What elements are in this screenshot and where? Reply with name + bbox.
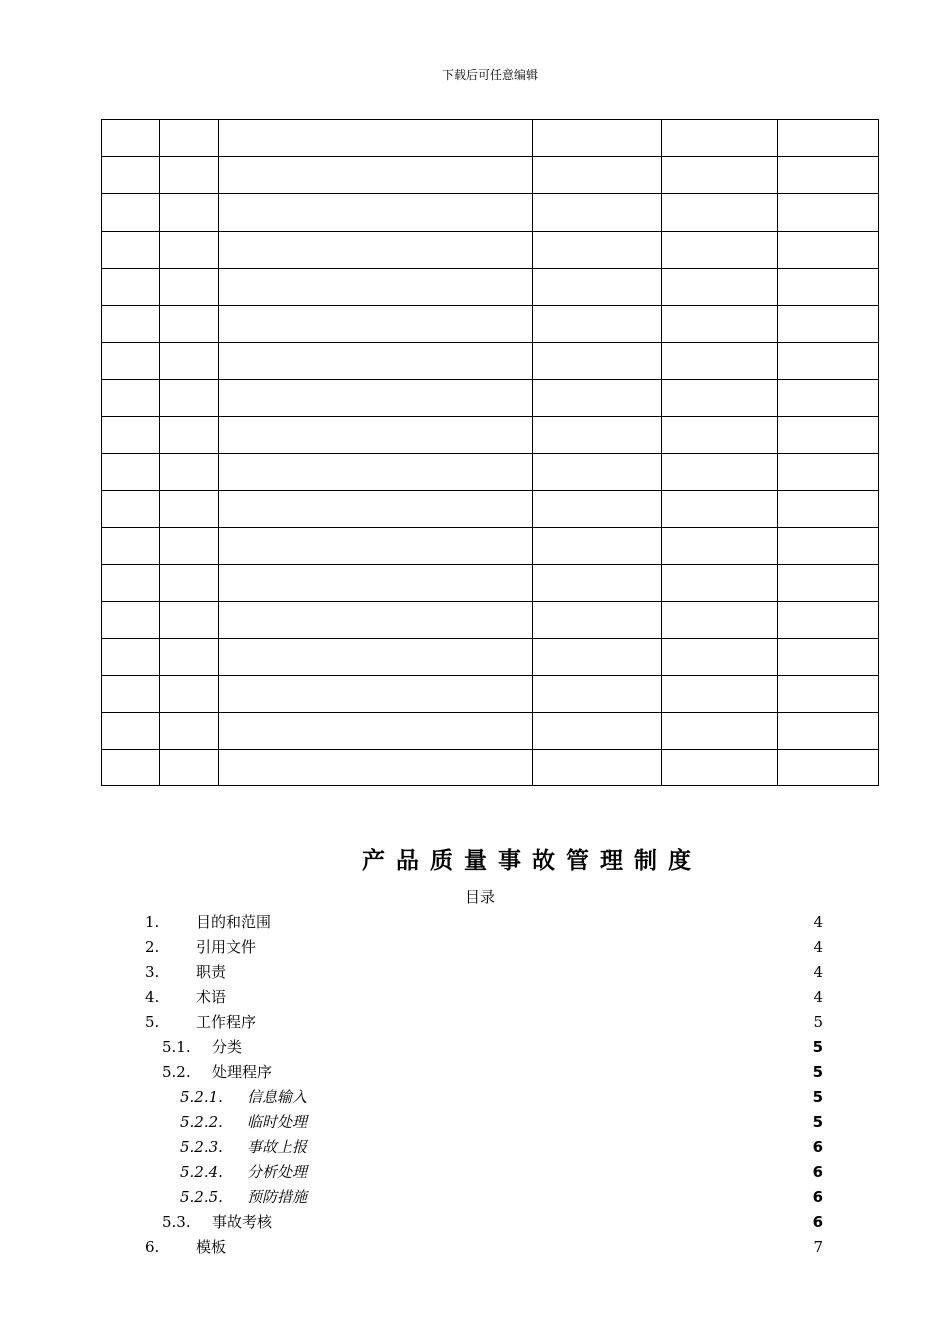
toc-number: 5.1. bbox=[162, 1038, 191, 1056]
table-row bbox=[102, 343, 879, 380]
toc-label: 处理程序 bbox=[212, 1063, 273, 1081]
toc-entry[interactable] bbox=[0, 1235, 950, 1259]
table-cell bbox=[662, 454, 778, 491]
table-cell bbox=[102, 306, 160, 343]
table-cell bbox=[102, 639, 160, 676]
table-cell bbox=[160, 157, 219, 194]
table-cell bbox=[219, 639, 533, 676]
table-cell bbox=[778, 417, 879, 454]
toc-number: 6. bbox=[145, 1238, 160, 1256]
toc-entry[interactable] bbox=[0, 1160, 950, 1184]
table-cell bbox=[160, 120, 219, 157]
table-cell bbox=[219, 750, 533, 786]
table-row bbox=[102, 232, 879, 269]
table-cell bbox=[662, 713, 778, 750]
toc-number: 5.2.2. bbox=[180, 1113, 223, 1131]
table-cell bbox=[778, 157, 879, 194]
table-cell bbox=[160, 528, 219, 565]
table-cell bbox=[102, 232, 160, 269]
table-cell bbox=[778, 306, 879, 343]
blank-revision-table bbox=[101, 119, 879, 786]
table-cell bbox=[102, 528, 160, 565]
toc-label: 事故上报 bbox=[247, 1138, 308, 1156]
toc-entry[interactable] bbox=[0, 985, 950, 1009]
toc-number: 3. bbox=[145, 963, 160, 981]
table-cell bbox=[662, 380, 778, 417]
table-row bbox=[102, 565, 879, 602]
table-cell bbox=[160, 602, 219, 639]
toc-entry[interactable] bbox=[0, 935, 950, 959]
toc-number: 2. bbox=[145, 938, 160, 956]
table-cell bbox=[102, 491, 160, 528]
table-cell bbox=[102, 194, 160, 232]
table-cell bbox=[533, 565, 662, 602]
toc-entry[interactable] bbox=[0, 1110, 950, 1134]
toc-page: 6 bbox=[812, 1213, 823, 1231]
toc-page: 5 bbox=[812, 1038, 823, 1056]
table-cell bbox=[160, 750, 219, 786]
table-cell bbox=[533, 380, 662, 417]
table-row bbox=[102, 417, 879, 454]
table-row bbox=[102, 157, 879, 194]
table-cell bbox=[102, 602, 160, 639]
table-cell bbox=[160, 380, 219, 417]
toc-entry[interactable] bbox=[0, 1085, 950, 1109]
table-cell bbox=[533, 269, 662, 306]
table-cell bbox=[102, 343, 160, 380]
table-cell bbox=[160, 565, 219, 602]
table-cell bbox=[662, 343, 778, 380]
table-cell bbox=[778, 120, 879, 157]
table-cell bbox=[533, 306, 662, 343]
table-cell bbox=[778, 602, 879, 639]
table-cell bbox=[533, 602, 662, 639]
toc-number: 5.3. bbox=[162, 1213, 191, 1231]
table-cell bbox=[219, 120, 533, 157]
table-cell bbox=[160, 417, 219, 454]
toc-number: 5.2.1. bbox=[180, 1088, 223, 1106]
toc-entry[interactable] bbox=[0, 960, 950, 984]
table-cell bbox=[160, 232, 219, 269]
table-row bbox=[102, 194, 879, 232]
table-cell bbox=[219, 528, 533, 565]
toc-number: 5.2.5. bbox=[180, 1188, 223, 1206]
toc-heading: 目录 bbox=[464, 888, 495, 906]
table-cell bbox=[533, 491, 662, 528]
table-cell bbox=[533, 454, 662, 491]
table-row bbox=[102, 120, 879, 157]
table-cell bbox=[219, 565, 533, 602]
table-cell bbox=[778, 491, 879, 528]
table-cell bbox=[778, 380, 879, 417]
toc-label: 职责 bbox=[196, 963, 227, 981]
table-cell bbox=[662, 306, 778, 343]
table-cell bbox=[219, 306, 533, 343]
table-cell bbox=[778, 194, 879, 232]
table-cell bbox=[778, 454, 879, 491]
table-cell bbox=[533, 750, 662, 786]
toc-page: 6 bbox=[812, 1188, 823, 1206]
table-row bbox=[102, 639, 879, 676]
table-cell bbox=[160, 639, 219, 676]
toc-label: 工作程序 bbox=[196, 1013, 257, 1031]
table-cell bbox=[533, 417, 662, 454]
table-row bbox=[102, 528, 879, 565]
table-cell bbox=[662, 269, 778, 306]
table-cell bbox=[160, 194, 219, 232]
table-cell bbox=[102, 454, 160, 491]
toc-page: 6 bbox=[812, 1138, 823, 1156]
toc-number: 5.2. bbox=[162, 1063, 191, 1081]
table-cell bbox=[778, 343, 879, 380]
table-cell bbox=[160, 713, 219, 750]
table-cell bbox=[533, 713, 662, 750]
toc-page: 4 bbox=[813, 938, 823, 956]
table-cell bbox=[102, 380, 160, 417]
table-row bbox=[102, 491, 879, 528]
table-cell bbox=[102, 417, 160, 454]
table-cell bbox=[219, 602, 533, 639]
table-cell bbox=[160, 306, 219, 343]
table-cell bbox=[533, 232, 662, 269]
table-cell bbox=[533, 639, 662, 676]
table-cell bbox=[219, 713, 533, 750]
toc-label: 临时处理 bbox=[247, 1113, 308, 1131]
toc-page: 5 bbox=[812, 1063, 823, 1081]
toc-entry[interactable] bbox=[0, 1035, 950, 1059]
table-cell bbox=[778, 269, 879, 306]
table-cell bbox=[102, 269, 160, 306]
table-cell bbox=[160, 491, 219, 528]
table-cell bbox=[778, 676, 879, 713]
toc-label: 分类 bbox=[212, 1038, 243, 1056]
table-cell bbox=[662, 194, 778, 232]
table-row bbox=[102, 306, 879, 343]
toc-entry[interactable] bbox=[0, 1185, 950, 1209]
table-cell bbox=[219, 491, 533, 528]
table-cell bbox=[662, 157, 778, 194]
table-row bbox=[102, 713, 879, 750]
table-cell bbox=[533, 194, 662, 232]
table-cell bbox=[662, 491, 778, 528]
table-cell bbox=[102, 713, 160, 750]
table-cell bbox=[662, 232, 778, 269]
table-cell bbox=[219, 343, 533, 380]
toc-label: 事故考核 bbox=[212, 1213, 273, 1231]
toc-label: 分析处理 bbox=[247, 1163, 308, 1181]
table-row bbox=[102, 380, 879, 417]
toc-number: 5.2.3. bbox=[180, 1138, 223, 1156]
toc-page: 4 bbox=[813, 963, 823, 981]
toc-page: 6 bbox=[812, 1163, 823, 1181]
table-cell bbox=[533, 157, 662, 194]
table-cell bbox=[662, 528, 778, 565]
table-cell bbox=[662, 565, 778, 602]
table-cell bbox=[102, 750, 160, 786]
table-cell bbox=[160, 454, 219, 491]
toc-entry[interactable] bbox=[0, 1010, 950, 1034]
toc-number: 5.2.4. bbox=[180, 1163, 223, 1181]
table-row bbox=[102, 454, 879, 491]
table-cell bbox=[219, 417, 533, 454]
table-cell bbox=[219, 157, 533, 194]
table-cell bbox=[160, 269, 219, 306]
table-cell bbox=[102, 676, 160, 713]
document-title: 产品质量事故管理制度 bbox=[362, 848, 702, 874]
table-cell bbox=[102, 120, 160, 157]
toc-number: 1. bbox=[145, 913, 160, 931]
table-row bbox=[102, 269, 879, 306]
table-cell bbox=[778, 713, 879, 750]
toc-page: 5 bbox=[812, 1113, 823, 1131]
toc-label: 预防措施 bbox=[247, 1188, 308, 1206]
table-cell bbox=[219, 194, 533, 232]
toc-page: 5 bbox=[812, 1088, 823, 1106]
table-cell bbox=[219, 269, 533, 306]
table-row bbox=[102, 750, 879, 786]
table-cell bbox=[219, 380, 533, 417]
toc-label: 目的和范围 bbox=[196, 913, 272, 931]
toc-page: 4 bbox=[813, 988, 823, 1006]
table-cell bbox=[778, 528, 879, 565]
table-cell bbox=[219, 454, 533, 491]
toc-number: 5. bbox=[145, 1013, 160, 1031]
table-cell bbox=[662, 602, 778, 639]
toc-label: 模板 bbox=[196, 1238, 227, 1256]
table-cell bbox=[662, 120, 778, 157]
toc-label: 术语 bbox=[196, 988, 227, 1006]
table-row bbox=[102, 602, 879, 639]
toc-entry[interactable] bbox=[0, 1135, 950, 1159]
table-cell bbox=[219, 232, 533, 269]
table-cell bbox=[778, 750, 879, 786]
toc-entry[interactable] bbox=[0, 910, 950, 934]
table-cell bbox=[662, 676, 778, 713]
table-cell bbox=[662, 417, 778, 454]
table-cell bbox=[533, 343, 662, 380]
table-cell bbox=[533, 676, 662, 713]
table-cell bbox=[102, 565, 160, 602]
toc-entry[interactable] bbox=[0, 1060, 950, 1084]
table-cell bbox=[219, 676, 533, 713]
toc-label: 引用文件 bbox=[196, 938, 257, 956]
toc-page: 5 bbox=[813, 1013, 823, 1031]
header-note: 下载后可任意编辑 bbox=[441, 68, 538, 82]
table-cell bbox=[778, 232, 879, 269]
table-cell bbox=[778, 565, 879, 602]
table-cell bbox=[778, 639, 879, 676]
toc-label: 信息输入 bbox=[247, 1088, 308, 1106]
toc-page: 7 bbox=[813, 1238, 823, 1256]
table-cell bbox=[662, 639, 778, 676]
toc-number: 4. bbox=[145, 988, 160, 1006]
table-cell bbox=[160, 343, 219, 380]
table-cell bbox=[662, 750, 778, 786]
table-cell bbox=[533, 528, 662, 565]
toc-entry[interactable] bbox=[0, 1210, 950, 1234]
table-row bbox=[102, 676, 879, 713]
table-cell bbox=[102, 157, 160, 194]
table-cell bbox=[533, 120, 662, 157]
table-cell bbox=[160, 676, 219, 713]
toc-page: 4 bbox=[813, 913, 823, 931]
